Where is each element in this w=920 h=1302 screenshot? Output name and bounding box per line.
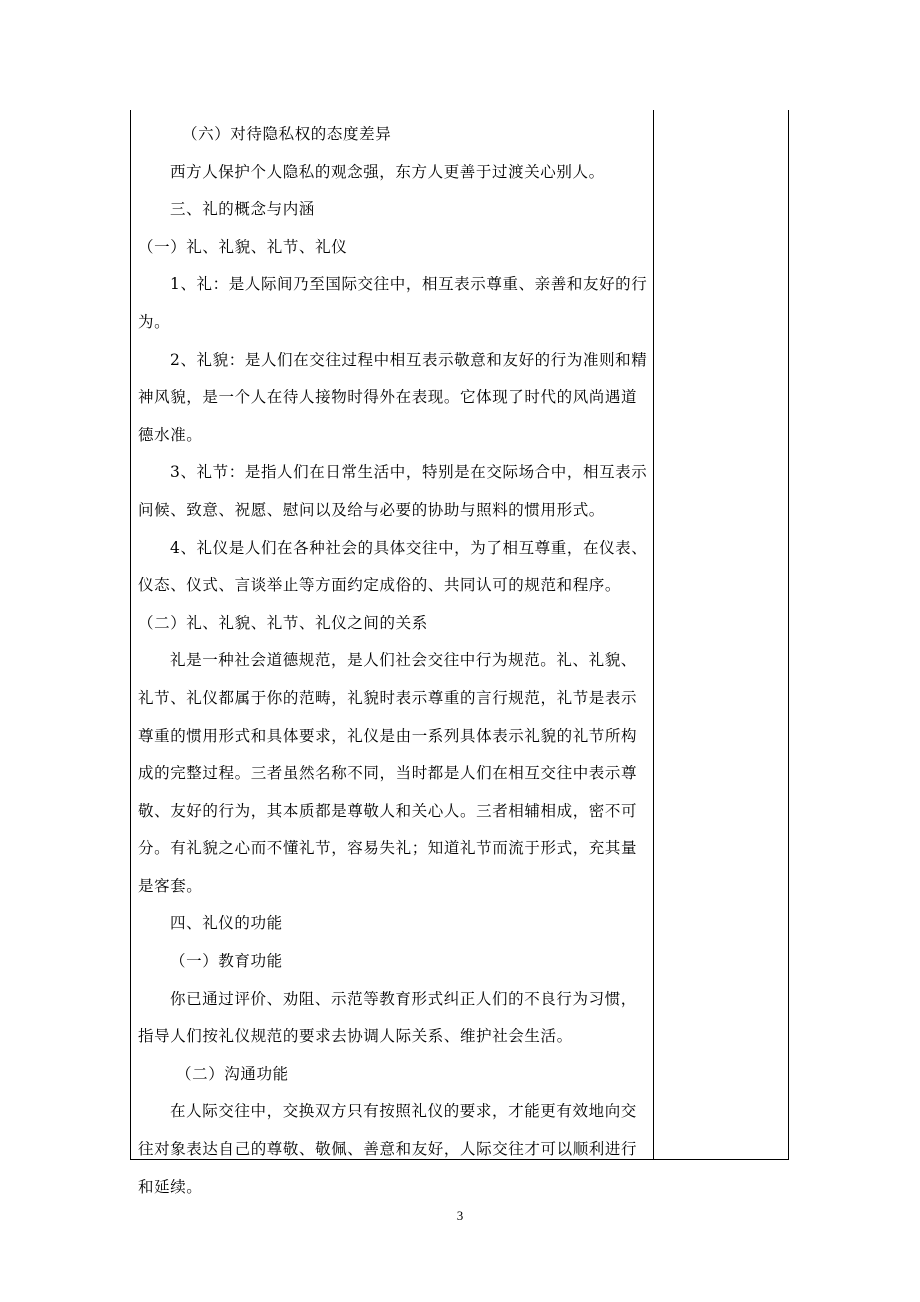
section-heading: 三、礼的概念与内涵 (170, 200, 315, 219)
paragraph: 是客套。 (138, 876, 203, 895)
paragraph: 神风貌，是一个人在待人接物时得外在表现。它体现了时代的风尚遇道 (138, 388, 638, 407)
paragraph: 尊重的惯用形式和具体要求，礼仪是由一系列具体表示礼貌的礼节所构 (138, 726, 638, 745)
paragraph: （六）对待隐私权的态度差异 (182, 125, 392, 143)
section-heading: 四、礼仪的功能 (170, 914, 283, 933)
paragraph: 仪态、仪式、言谈举止等方面约定成俗的、共同认可的规范和程序。 (138, 576, 622, 595)
table-cell-content (138, 116, 648, 1206)
paragraph: 2、礼貌：是人们在交往过程中相互表示敬意和友好的行为准则和精 (170, 350, 648, 369)
paragraph: 西方人保护个人隐私的观念强，东方人更善于过渡关心别人。 (170, 162, 605, 181)
paragraph: 礼节、礼仪都属于你的范畴，礼貌时表示尊重的言行规范，礼节是表示 (138, 688, 638, 707)
paragraph: 你已通过评价、劝阻、示范等教育形式纠正人们的不良行为习惯， (170, 989, 637, 1008)
paragraph: 在人际交往中，交换双方只有按照礼仪的要求，才能更有效地向交 (170, 1102, 637, 1121)
subsection-heading: （一）礼、礼貌、礼节、礼仪 (138, 237, 348, 256)
paragraph: 4、礼仪是人们在各种社会的具体交往中，为了相互尊重，在仪表、 (170, 538, 648, 557)
paragraph: 1、礼：是人际间乃至国际交往中，相互表示尊重、亲善和友好的行 (170, 275, 648, 294)
subsection-heading: （二）礼、礼貌、礼节、礼仪之间的关系 (138, 613, 428, 632)
page-number: 3 (456, 1208, 464, 1223)
paragraph: 指导人们按礼仪规范的要求去协调人际关系、维护社会生活。 (138, 1027, 573, 1046)
subsection-heading: （一）教育功能 (170, 952, 283, 971)
column-divider (653, 110, 654, 1160)
paragraph: 德水准。 (138, 425, 203, 444)
paragraph: 和延续。 (138, 1177, 203, 1196)
paragraph: 为。 (138, 312, 171, 331)
paragraph: 分。有礼貌之心而不懂礼节，容易失礼；知道礼节而流于形式，充其量 (138, 839, 638, 858)
paragraph: 问候、致意、祝愿、慰问以及给与必要的协助与照料的惯用形式。 (138, 500, 605, 519)
paragraph: 敬、友好的行为，其本质都是尊敬人和关心人。三者相辅相成，密不可 (138, 801, 638, 820)
paragraph: 3、礼节：是指人们在日常生活中，特别是在交际场合中，相互表示 (170, 463, 648, 482)
paragraph: 成的完整过程。三者虽然名称不同，当时都是人们在相互交往中表示尊 (138, 764, 638, 783)
paragraph: 往对象表达自己的尊敬、敬佩、善意和友好，人际交往才可以顺利进行 (138, 1140, 638, 1159)
subsection-heading: （二）沟通功能 (176, 1064, 289, 1083)
paragraph: 礼是一种社会道德规范，是人们社会交往中行为规范。礼、礼貌、 (170, 651, 637, 670)
